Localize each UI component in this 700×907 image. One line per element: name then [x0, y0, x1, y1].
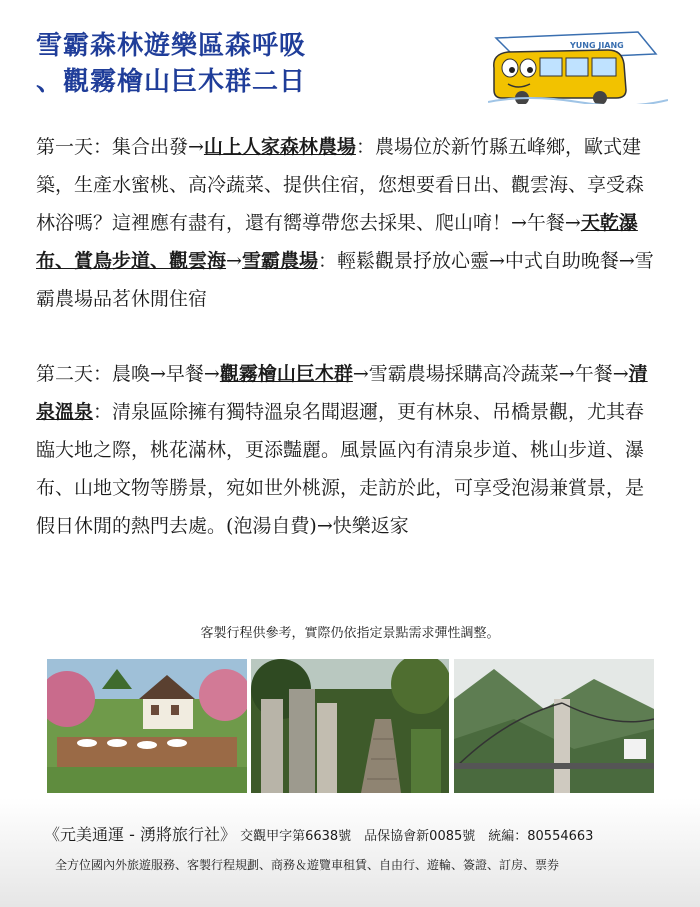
title-line-1: 雪霸森林遊樂區森呼吸	[36, 31, 307, 61]
photo-forest-farm	[47, 659, 247, 793]
day1-text-3: →	[226, 250, 242, 272]
title-line-2: 、觀霧檜山巨木群二日	[36, 67, 307, 97]
day2-text-3: ：清泉區除擁有獨特溫泉名聞遐邇，更有林泉、吊橋景觀，尤其春臨大地之際，桃花滿林，更添豔麗。風景區內有清泉步道、桃山步道、瀑布、山地文物等勝景，宛如世外桃源，走訪於此，可享受泡湯兼賞景，是假日休閒的熱門去處。(泡湯自費)→快樂返家	[36, 401, 645, 537]
day1-highlight-xueba: 雪霸農場	[241, 250, 318, 272]
day2-text-2: →雪霸農場採購高冷蔬菜→午餐→	[352, 363, 629, 385]
bus-logo	[488, 24, 668, 104]
day1-text-1: 第一天：集合出發→	[36, 136, 204, 158]
day1-highlight-farm: 山上人家森林農場	[203, 136, 356, 158]
license-info: 交觀甲字第6638號 品保協會新0085號 統編：80554663	[240, 829, 594, 844]
itinerary-note: 客製行程供參考，實際仍依指定景點需求彈性調整。	[200, 626, 500, 641]
day1-text-4: ：輕鬆觀景抒放心靈→中式自助晚餐→雪霸農場品茗休閒住宿	[36, 250, 654, 310]
day2-highlight-hotspring: 清泉溫泉	[36, 363, 648, 423]
footer	[0, 798, 700, 907]
day1-highlight-waterfall: 天乾瀑布、賞鳥步道、觀雲海	[36, 212, 638, 272]
day2-text-1: 第二天：晨喚→早餐→	[36, 363, 220, 385]
day-one-itinerary	[36, 128, 660, 318]
agency-name: 《元美通運 - 湧將旅行社》	[44, 825, 236, 844]
page-title	[36, 28, 476, 100]
footer-services: 全方位國內外旅遊服務、客製行程規劃、商務＆遊覽車租賃、自由行、遊輪、簽證、訂房、票券	[55, 858, 560, 872]
logo-text: YUNG JIANG	[570, 41, 624, 50]
photo-suspension-bridge	[454, 659, 654, 793]
footer-company-line	[44, 822, 684, 845]
photo-giant-trees	[251, 659, 449, 793]
day1-text-2: ：農場位於新竹縣五峰鄉，歐式建築，生產水蜜桃、高冷蔬菜、提供住宿，您想要看日出、觀雲海、享受森林浴嗎？這裡應有盡有，還有嚮導帶您去採果、爬山唷！→午餐→	[36, 136, 645, 234]
day2-highlight-cypress: 觀霧檜山巨木群	[219, 363, 353, 385]
day-two-itinerary	[36, 355, 660, 545]
